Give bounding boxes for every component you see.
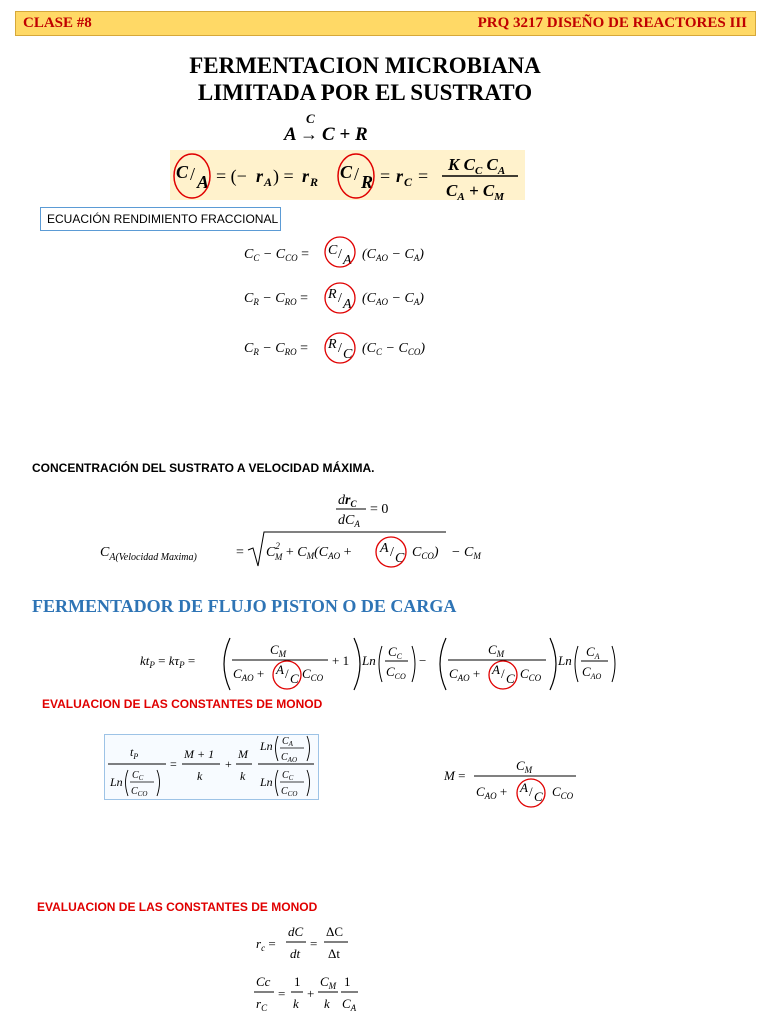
monod-heading-2: EVALUACION DE LAS CONSTANTES DE MONOD bbox=[37, 900, 318, 914]
svg-text:/: / bbox=[338, 341, 342, 356]
svg-text:=: = bbox=[170, 757, 177, 771]
svg-text:CCO: $C_{CO}$ bbox=[131, 786, 148, 798]
svg-text:k: k bbox=[293, 996, 299, 1011]
svg-text:CM: $C_M$ bbox=[270, 642, 287, 659]
svg-text:Cc: Cc bbox=[256, 974, 271, 989]
svg-text:R: R bbox=[361, 172, 374, 192]
svg-text:CA(Velocidad Maxima): $C_{A(Velocidad Maxima)}$ bbox=[100, 545, 197, 563]
svg-text:=: = bbox=[236, 545, 244, 560]
svg-text:CAO +: $C_{AO}$ + bbox=[476, 784, 508, 801]
svg-text:1: 1 bbox=[344, 974, 351, 989]
svg-text:(CC − CCO): $(C_C - C_{CO})$ bbox=[362, 341, 425, 357]
svg-text:A: A bbox=[520, 780, 528, 795]
svg-text:drC: $dr_C$ bbox=[338, 493, 357, 509]
monod-heading-1: EVALUACION DE LAS CONSTANTES DE MONOD bbox=[42, 697, 323, 711]
svg-text:−: − bbox=[419, 653, 427, 668]
svg-text:→: → bbox=[300, 124, 318, 144]
svg-text:+: + bbox=[307, 986, 315, 1001]
svg-text:C + R: C + R bbox=[322, 124, 368, 145]
svg-text:= (−: = (− bbox=[216, 166, 247, 186]
svg-text:+: + bbox=[225, 757, 232, 771]
svg-text:CCO: $C_{CO}$ bbox=[552, 784, 574, 801]
reaction-equation bbox=[280, 110, 390, 148]
plug-flow-heading: FERMENTADOR DE FLUJO PISTON O DE CARGA bbox=[32, 596, 457, 616]
svg-text:CC: $C_C$ bbox=[388, 644, 403, 661]
page-title-line-1: FERMENTACION MICROBIANA bbox=[189, 53, 541, 78]
svg-text:K CC CA: K $C_C$ $C_A$ bbox=[448, 155, 506, 177]
svg-text:CA + CM: $C_A + C_M$ bbox=[446, 181, 504, 202]
svg-text:Ln: Ln bbox=[110, 775, 123, 789]
svg-text:R: R bbox=[328, 287, 337, 302]
svg-text:R: R bbox=[328, 337, 337, 352]
svg-text:CA: $C_A$ bbox=[282, 736, 293, 748]
svg-text:M =: M = bbox=[444, 768, 466, 783]
yield-label: ECUACIÓN RENDIMIENTO FRACCIONAL bbox=[40, 207, 281, 231]
max-rate-heading: CONCENTRACIÓN DEL SUSTRATO A VELOCIDAD MÁXIMA. bbox=[32, 461, 375, 475]
svg-text:CA: $C_A$ bbox=[586, 644, 600, 661]
svg-text:C2M + CM(CAO +: $C^2$ $M + C_M(C_{AO}$ + bbox=[266, 541, 352, 562]
m-definition-equation bbox=[440, 752, 590, 808]
svg-text:Ln: Ln bbox=[558, 653, 572, 668]
svg-text:=: = bbox=[418, 166, 429, 186]
svg-text:CR − CRO =: $C_R - C_{RO}$ = bbox=[244, 291, 309, 307]
svg-text:=: = bbox=[380, 166, 391, 186]
svg-text:C: C bbox=[506, 671, 515, 686]
page-title-line-2: LIMITADA POR EL SUSTRATO bbox=[197, 80, 533, 105]
svg-text:C: C bbox=[395, 551, 405, 566]
svg-text:Ln: Ln bbox=[260, 775, 273, 789]
svg-text:CA: $C_A$ bbox=[342, 996, 357, 1013]
svg-text:CM: $C_M$ bbox=[516, 758, 533, 775]
svg-text:k: k bbox=[324, 996, 330, 1011]
svg-text:C: C bbox=[534, 789, 543, 804]
yield-equations bbox=[238, 236, 448, 368]
svg-text:C: C bbox=[343, 347, 353, 362]
svg-text:A: A bbox=[197, 172, 210, 192]
svg-text:/: / bbox=[190, 164, 196, 184]
svg-text:) =: ) = bbox=[273, 166, 294, 186]
svg-text:CCO): $C_{CO}$) bbox=[412, 545, 439, 561]
svg-text:+ 1: + 1 bbox=[332, 653, 350, 668]
svg-text:rc =: $r_c$ = bbox=[256, 936, 276, 953]
page-header bbox=[15, 11, 756, 36]
plug-flow-equation bbox=[136, 632, 626, 698]
svg-text:(CAO − CA): $(C_{AO} - C_A)$ bbox=[362, 291, 424, 307]
course-title: PRQ 3217 DISEÑO DE REACTORES III bbox=[477, 15, 747, 31]
svg-text:/: / bbox=[501, 666, 505, 681]
svg-text:dC: dC bbox=[288, 924, 304, 939]
rate-definition-equation bbox=[250, 920, 360, 964]
svg-text:/: / bbox=[529, 784, 533, 799]
svg-text:A: A bbox=[276, 662, 284, 677]
svg-text:/: / bbox=[338, 247, 342, 262]
svg-text:/: / bbox=[285, 666, 289, 681]
svg-text:R: R bbox=[310, 175, 319, 189]
svg-text:Δt: Δt bbox=[328, 946, 340, 961]
svg-text:ktP = kτP =: $kt_P = k\tau_P$ = bbox=[140, 653, 196, 670]
svg-text:CAO: $C_{AO}$ bbox=[582, 664, 602, 681]
svg-text:C: C bbox=[404, 175, 413, 189]
svg-text:M: M bbox=[238, 747, 248, 761]
svg-text:tP: $t_P$ bbox=[130, 745, 139, 761]
svg-text:CCO: $C_{CO}$ bbox=[386, 664, 406, 681]
svg-text:C: C bbox=[290, 671, 299, 686]
svg-text:dCA: $dC_A$ bbox=[338, 513, 360, 529]
svg-text:C: C bbox=[306, 111, 315, 126]
svg-text:CC: $C_C$ bbox=[282, 770, 294, 782]
svg-text:M + 1: M + 1 bbox=[184, 747, 215, 761]
svg-text:k: k bbox=[240, 769, 246, 783]
svg-text:=: = bbox=[310, 936, 318, 951]
svg-text:Ln: Ln bbox=[362, 653, 376, 668]
svg-text:A: A bbox=[284, 124, 297, 145]
svg-text:Ln: Ln bbox=[260, 739, 273, 753]
class-number: CLASE #8 bbox=[23, 15, 92, 31]
svg-text:CAO +: $C_{AO}$ + bbox=[233, 666, 265, 683]
svg-text:= 0: = 0 bbox=[370, 502, 389, 517]
svg-text:C: C bbox=[340, 162, 353, 182]
svg-text:A: A bbox=[343, 253, 352, 268]
rate-equation bbox=[170, 148, 530, 202]
svg-text:CM: $C_M$ bbox=[464, 545, 481, 561]
monod-inverse-equation bbox=[250, 968, 370, 1018]
svg-text:=: = bbox=[278, 986, 286, 1001]
svg-text:CCO: $C_{CO}$ bbox=[302, 666, 324, 683]
svg-text:CAO +: $C_{AO}$ + bbox=[449, 666, 481, 683]
svg-text:/: / bbox=[354, 164, 360, 184]
max-rate-concentration-equation bbox=[96, 526, 496, 574]
svg-text:A: A bbox=[264, 175, 273, 189]
svg-text:CC: $C_C$ bbox=[132, 770, 144, 782]
svg-text:C: C bbox=[328, 243, 338, 258]
svg-text:CM: $C_M$ bbox=[320, 974, 337, 991]
svg-text:C: C bbox=[176, 162, 189, 182]
svg-text:(CAO − CA): $(C_{AO} - C_A)$ bbox=[362, 247, 424, 263]
svg-text:r: r bbox=[256, 166, 264, 186]
svg-text:CCO: $C_{CO}$ bbox=[281, 786, 298, 798]
svg-text:CC − CCO =: $C_C - C_{CO}$ = bbox=[244, 247, 310, 263]
svg-text:ΔC: ΔC bbox=[326, 924, 344, 939]
svg-text:/: / bbox=[390, 545, 394, 560]
svg-text:dt: dt bbox=[290, 946, 301, 961]
svg-text:r: r bbox=[396, 166, 404, 186]
monod-linearization-equation bbox=[104, 734, 319, 800]
svg-text:CAO: $C_{AO}$ bbox=[281, 752, 298, 764]
svg-text:rC: $r_C$ bbox=[256, 996, 268, 1013]
svg-text:A: A bbox=[343, 297, 352, 312]
svg-text:CR − CRO =: $C_R - C_{RO}$ = bbox=[244, 341, 309, 357]
svg-text:1: 1 bbox=[294, 974, 301, 989]
svg-text:CM: $C_M$ bbox=[488, 642, 505, 659]
svg-text:−: − bbox=[452, 545, 460, 560]
svg-text:A: A bbox=[380, 541, 389, 556]
svg-text:k: k bbox=[197, 769, 203, 783]
svg-text:/: / bbox=[338, 291, 342, 306]
svg-text:CCO: $C_{CO}$ bbox=[520, 666, 542, 683]
svg-text:A: A bbox=[492, 662, 500, 677]
svg-text:r: r bbox=[302, 166, 310, 186]
